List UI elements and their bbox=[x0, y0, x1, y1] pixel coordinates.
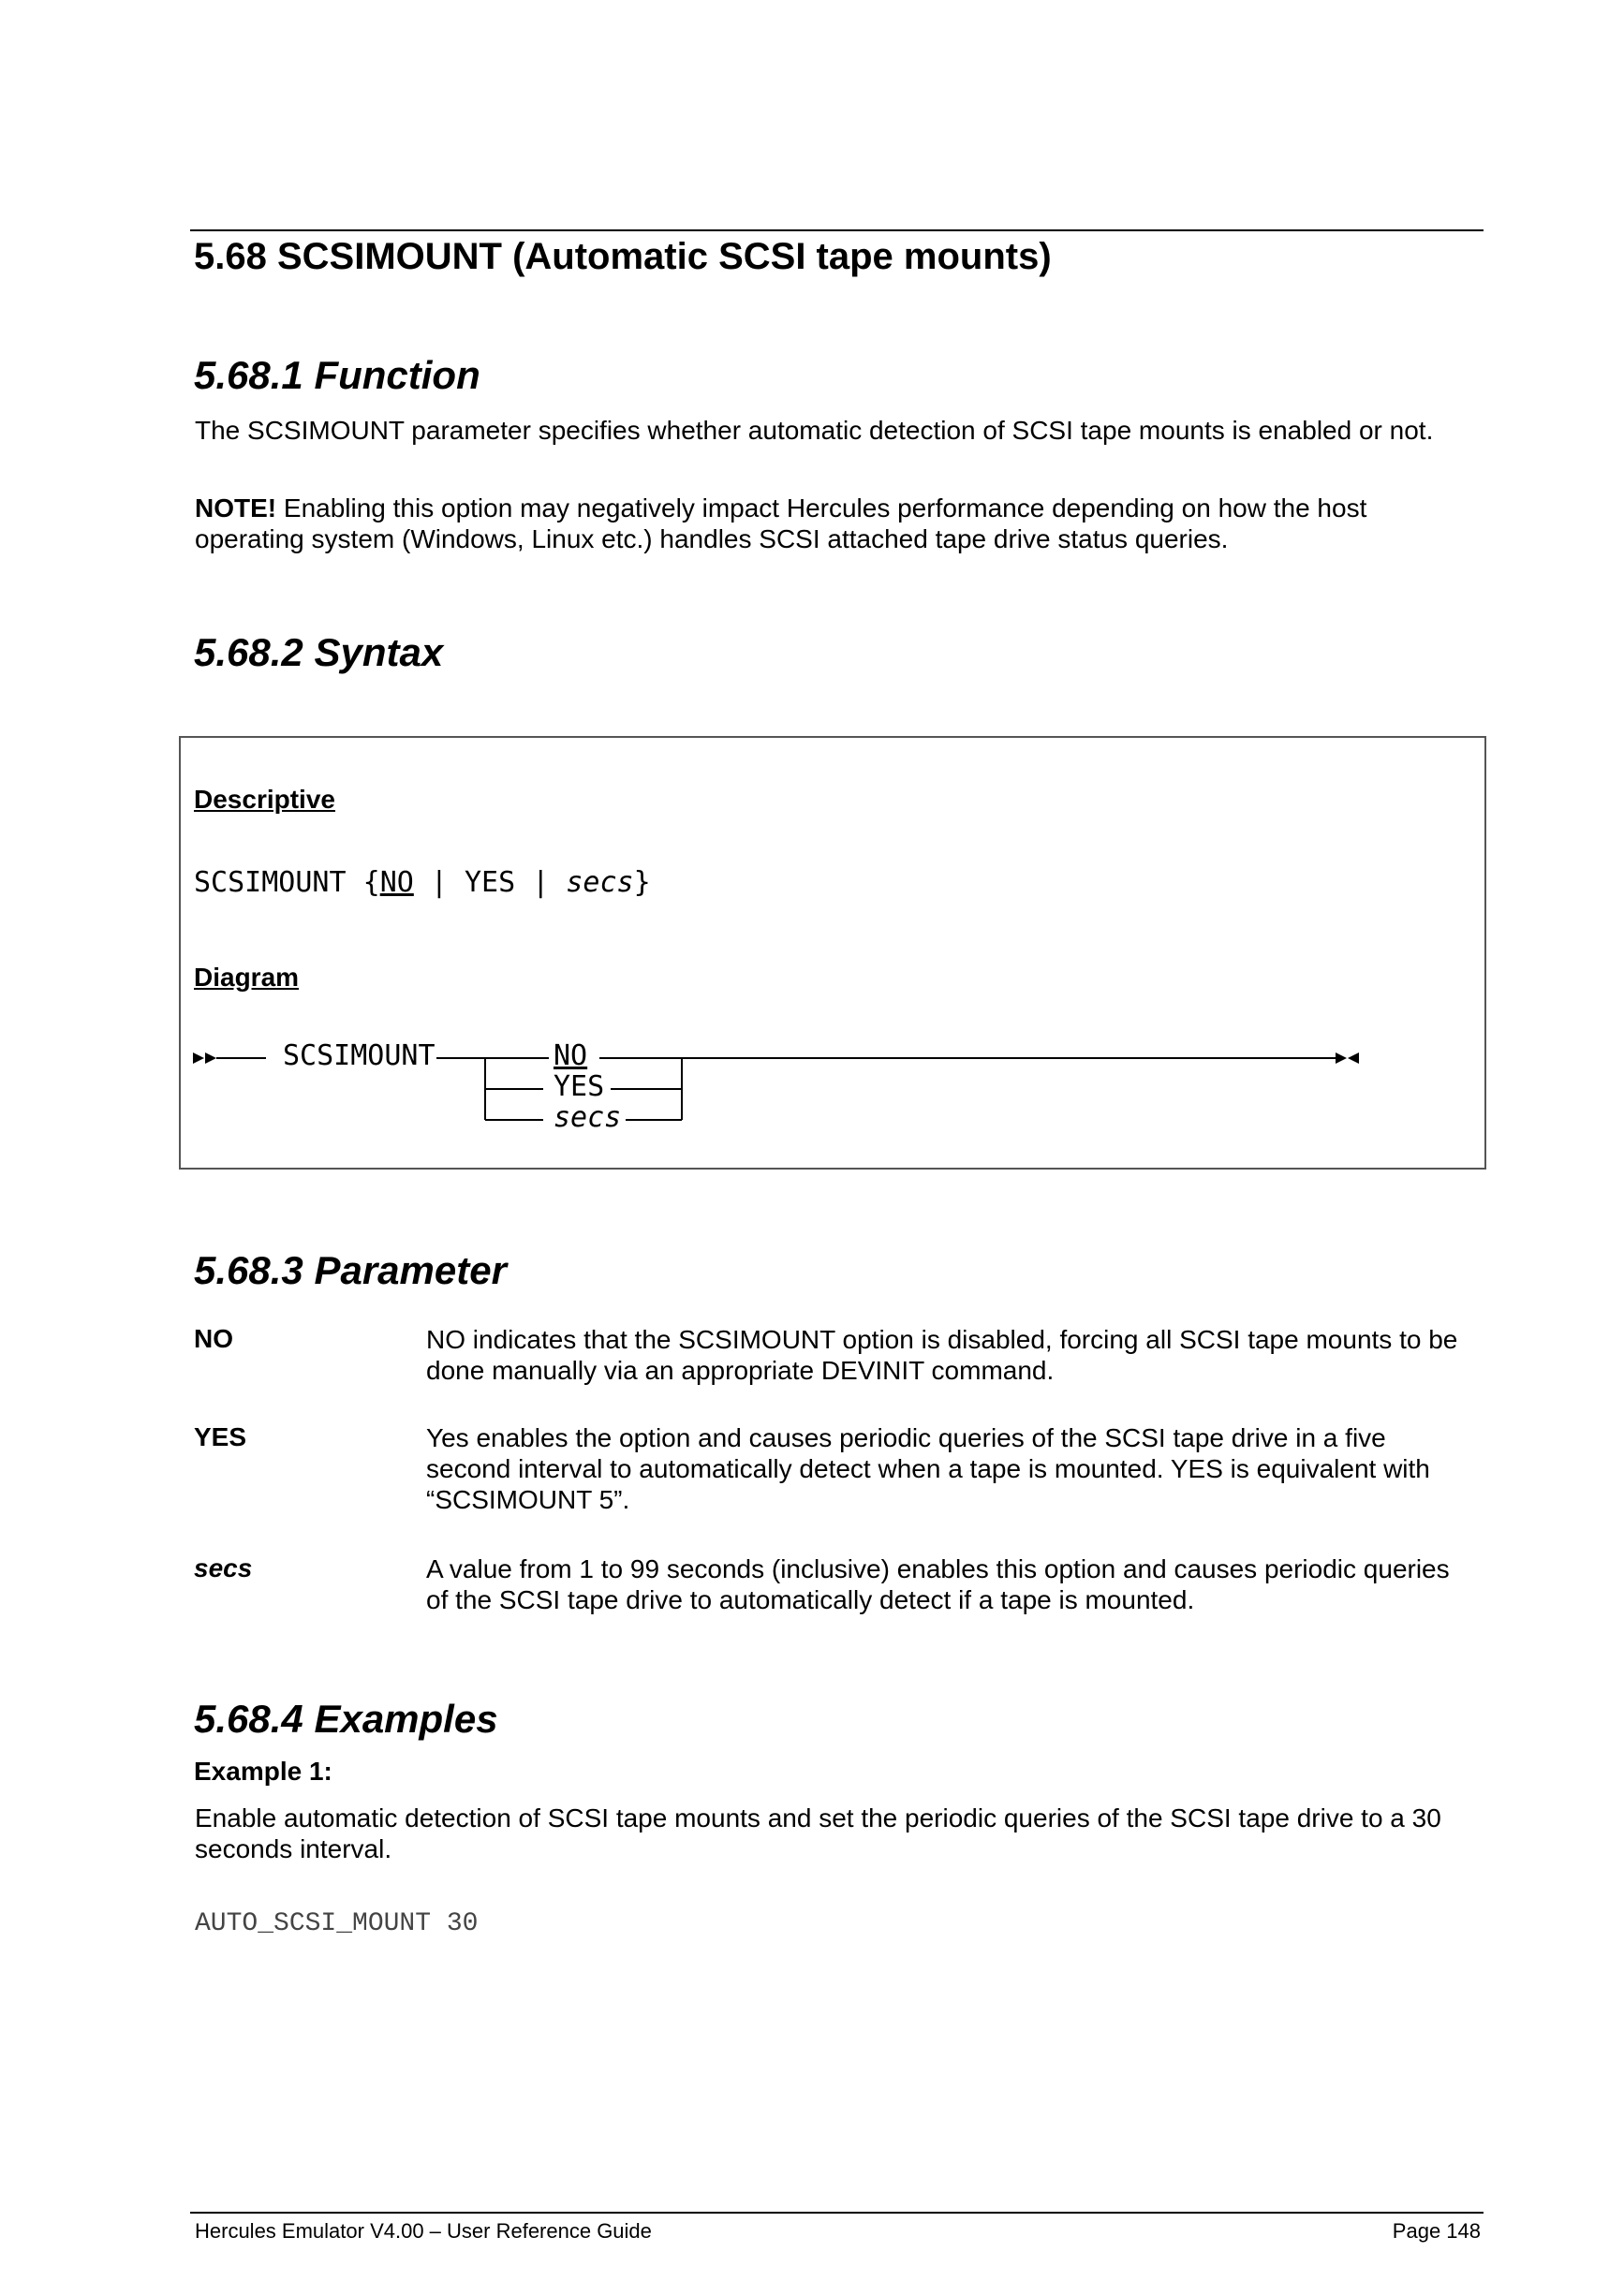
syntax-separator: | bbox=[413, 866, 465, 899]
start-arrow-icon bbox=[205, 1052, 216, 1064]
param-term-no: NO bbox=[194, 1324, 233, 1353]
diagram-option-secs bbox=[554, 1101, 621, 1134]
footer-rule bbox=[190, 2212, 1484, 2214]
syntax-option-yes: YES bbox=[465, 866, 516, 899]
param-term-secs bbox=[194, 1553, 252, 1583]
start-arrow-icon bbox=[193, 1052, 204, 1064]
diagram-command: SCSIMOUNT bbox=[283, 1039, 436, 1072]
example1-label: Example 1: bbox=[194, 1757, 332, 1786]
syntax-command: SCSIMOUNT bbox=[194, 866, 347, 899]
note-text: Enabling this option may negatively impact Hercules performance depending on how the host operating system (Windows, Linux etc.) handles SCSI attached tape drive status queries. bbox=[195, 493, 1367, 553]
syntax-option-no: NO bbox=[379, 866, 414, 899]
end-arrow-icon bbox=[1336, 1052, 1347, 1064]
param-term-secs-text: secs bbox=[194, 1553, 253, 1582]
param-def-no: NO indicates that the SCSIMOUNT option is disabled, forcing all SCSI tape mounts to be done manually via an appropriate DEVINIT command. bbox=[426, 1325, 1458, 1385]
syntax-heading: 5.68.2 Syntax bbox=[194, 630, 444, 674]
syntax-close-brace: } bbox=[633, 866, 651, 899]
section-title: 5.68 SCSIMOUNT (Automatic SCSI tape mounts) bbox=[194, 236, 1052, 277]
footer-title: Hercules Emulator V4.00 – User Reference Guide bbox=[195, 2219, 652, 2243]
descriptive-label: Descriptive bbox=[194, 785, 335, 814]
param-def-yes: Yes enables the option and causes periodic queries of the SCSI tape drive in a five second interval to automatically detect when a tape is mounted. YES is equivalent with “SCSIMOUNT 5”. bbox=[426, 1423, 1430, 1514]
end-arrow-icon bbox=[1348, 1052, 1359, 1064]
diagram-option-secs-text: secs bbox=[554, 1101, 622, 1134]
syntax-open-brace: { bbox=[346, 866, 380, 899]
param-term-yes: YES bbox=[194, 1422, 247, 1451]
parameter-heading: 5.68.3 Parameter bbox=[194, 1248, 507, 1292]
diagram-option-no: NO bbox=[554, 1039, 588, 1072]
note-label: NOTE! bbox=[195, 493, 277, 522]
syntax-option-secs: secs bbox=[566, 866, 634, 899]
footer-page-number: Page 148 bbox=[1392, 2219, 1481, 2243]
example1-code: AUTO_SCSI_MOUNT 30 bbox=[195, 1909, 479, 1938]
syntax-separator: | bbox=[515, 866, 567, 899]
function-paragraph: The SCSIMOUNT parameter specifies whether automatic detection of SCSI tape mounts is enabled or not. bbox=[195, 416, 1434, 445]
diagram-label: Diagram bbox=[194, 963, 300, 992]
example1-text: Enable automatic detection of SCSI tape mounts and set the periodic queries of the SCSI tape drive to a 30 seconds interval. bbox=[195, 1803, 1441, 1863]
diagram-option-yes: YES bbox=[554, 1070, 605, 1103]
examples-heading: 5.68.4 Examples bbox=[194, 1697, 498, 1741]
function-heading: 5.68.1 Function bbox=[194, 353, 480, 397]
param-def-secs: A value from 1 to 99 seconds (inclusive) enables this option and causes periodic queries of the SCSI tape drive to automatically detect if a tape is mounted. bbox=[426, 1554, 1450, 1614]
